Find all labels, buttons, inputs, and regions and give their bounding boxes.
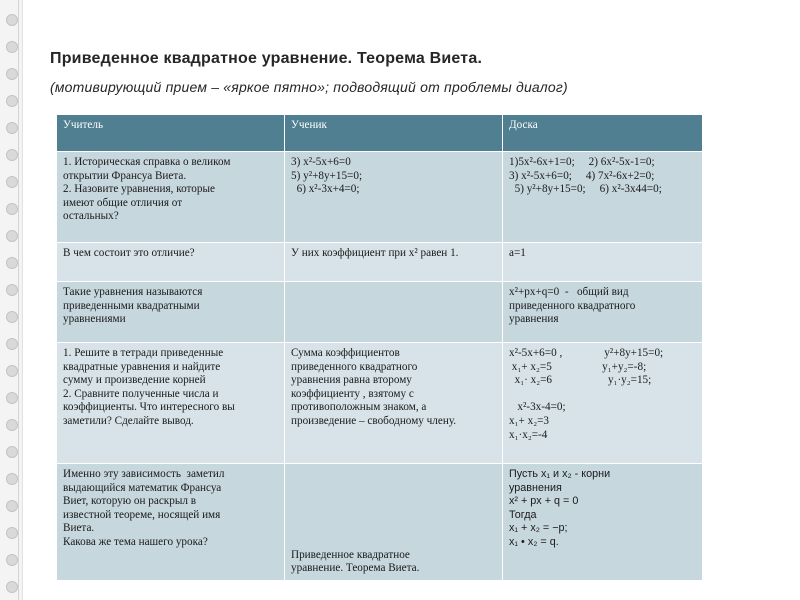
cell-line: сумму и произведение корней	[63, 374, 206, 387]
header-board: Доска	[503, 115, 703, 152]
header-student: Ученик	[285, 115, 503, 152]
cell-line: Какова же тема нашего урока?	[63, 535, 208, 548]
lesson-table	[56, 114, 703, 581]
cell-teacher	[57, 282, 285, 343]
cell-line: остальных?	[63, 210, 119, 223]
table-row	[57, 152, 703, 243]
cell-line: x₁ + x₂ = −p;	[509, 522, 568, 535]
binding-ring	[6, 257, 18, 269]
cell-line: a=1	[509, 247, 526, 259]
cell-line: x²-5x+6=0 , y²+8y+15=0;	[509, 347, 664, 359]
binding-ring	[6, 68, 18, 80]
cell-line: x₁ • x₂ = q.	[509, 535, 559, 548]
cell-board	[503, 464, 703, 581]
cell-line: x₁+ x₂=3	[509, 414, 549, 427]
table-row	[57, 282, 703, 343]
cell-line: уравнения	[509, 313, 559, 326]
cell-line: уравнениями	[63, 313, 126, 326]
binding-ring	[6, 14, 18, 26]
cell-line: В чем состоит это отличие?	[63, 247, 195, 259]
table-header-row	[57, 115, 703, 152]
cell-line: 2. Сравните полученные числа и	[63, 387, 219, 400]
cell-line: квадратные уравнения и найдите	[63, 360, 221, 373]
cell-line: заметили? Сделайте вывод.	[63, 414, 194, 427]
cell-line: 1. Решите в тетради приведенные	[63, 347, 224, 359]
binding-ring	[6, 338, 18, 350]
cell-student	[285, 343, 503, 464]
binding-ring	[6, 365, 18, 377]
binding-ring	[6, 554, 18, 566]
cell-line: коэффициенты. Что интересного вы	[63, 401, 235, 414]
cell-line: выдающийся математик Франсуа	[63, 481, 222, 494]
table-row	[57, 464, 703, 581]
binding-line	[18, 0, 19, 600]
cell-line: уравнения равна второму	[291, 374, 412, 387]
cell-teacher	[57, 243, 285, 282]
cell-line: x₁· x₂=6 y₁·y₂=15;	[509, 374, 652, 387]
cell-line: Тогда	[509, 508, 537, 521]
binding-ring	[6, 230, 18, 242]
cell-line: коэффициенту , взятому с	[291, 387, 414, 400]
binding-ring	[6, 500, 18, 512]
binding-ring	[6, 95, 18, 107]
cell-line: x₁·x₂=-4	[509, 428, 548, 441]
binding-ring	[6, 311, 18, 323]
cell-line: 6) x²-3x+4=0;	[291, 183, 360, 196]
cell-line	[509, 388, 696, 402]
binding-ring	[6, 473, 18, 485]
binding-ring	[6, 122, 18, 134]
cell-line: x²-3x-4=0;	[509, 401, 566, 414]
binding-ring	[6, 149, 18, 161]
cell-line: Сумма коэффициентов	[291, 347, 400, 359]
cell-line: открытии Франсуа Виета.	[63, 169, 187, 182]
cell-board	[503, 282, 703, 343]
cell-line: Виет, которую он раскрыл в	[63, 495, 197, 508]
cell-line: имеют общие отличия от	[63, 196, 183, 209]
cell-student	[285, 282, 503, 343]
cell-board	[503, 152, 703, 243]
cell-line: x²+px+q=0 - общий вид	[509, 286, 629, 298]
cell-line: приведенными квадратными	[63, 299, 200, 312]
cell-line: Такие уравнения называются	[63, 286, 203, 298]
binding-ring	[6, 446, 18, 458]
notebook-binding	[0, 0, 23, 600]
cell-teacher	[57, 152, 285, 243]
cell-line: 3) x²-5x+6=0	[291, 156, 351, 168]
cell-line: приведенного квадратного	[509, 299, 636, 312]
binding-ring	[6, 392, 18, 404]
cell-line: 3) x²-5x+6=0; 4) 7x²-6x+2=0;	[509, 169, 655, 182]
binding-ring	[6, 581, 18, 593]
cell-line: Именно эту зависимость заметил	[63, 468, 225, 480]
slide-subtitle: (мотивирующий прием – «яркое пятно»; подводящий от проблемы диалог)	[50, 79, 568, 95]
table-row	[57, 243, 703, 282]
binding-ring	[6, 41, 18, 53]
cell-line: x₁+ x₂=5 y₁+y₂=-8;	[509, 360, 647, 373]
slide-title: Приведенное квадратное уравнение. Теорема Виета.	[50, 50, 483, 67]
cell-teacher	[57, 464, 285, 581]
cell-line: известной теореме, носящей имя	[63, 508, 221, 521]
cell-line: 1)5x²-6x+1=0; 2) 6x²-5x-1=0;	[509, 156, 655, 168]
cell-line: Виета.	[63, 522, 95, 535]
cell-line: 2. Назовите уравнения, которые	[63, 183, 215, 196]
cell-student	[285, 464, 503, 581]
cell-line: произведение – свободному члену.	[291, 414, 457, 427]
cell-line: У них коэффициент при x² равен 1.	[291, 247, 459, 259]
cell-line: Приведенное квадратное	[291, 548, 410, 561]
cell-board	[503, 243, 703, 282]
cell-line: приведенного квадратного	[291, 360, 418, 373]
cell-board	[503, 343, 703, 464]
binding-ring	[6, 419, 18, 431]
cell-student	[285, 152, 503, 243]
cell-student	[285, 243, 503, 282]
cell-line: уравнения	[509, 481, 562, 494]
cell-line: Пусть x₁ и x₂ - корни	[509, 468, 611, 480]
binding-ring	[6, 284, 18, 296]
binding-ring	[6, 176, 18, 188]
cell-line: x² + px + q = 0	[509, 495, 579, 508]
cell-line: 5) y²+8y+15=0; 6) x²-3x44=0;	[509, 183, 662, 196]
header-teacher: Учитель	[57, 115, 285, 152]
table-row	[57, 343, 703, 464]
cell-line: 5) y²+8y+15=0;	[291, 169, 363, 182]
binding-ring	[6, 527, 18, 539]
cell-line: 1. Историческая справка о великом	[63, 156, 231, 168]
binding-ring	[6, 203, 18, 215]
cell-line: противоположным знаком, а	[291, 401, 427, 414]
cell-line: уравнение. Теорема Виета.	[291, 562, 420, 575]
cell-teacher	[57, 343, 285, 464]
